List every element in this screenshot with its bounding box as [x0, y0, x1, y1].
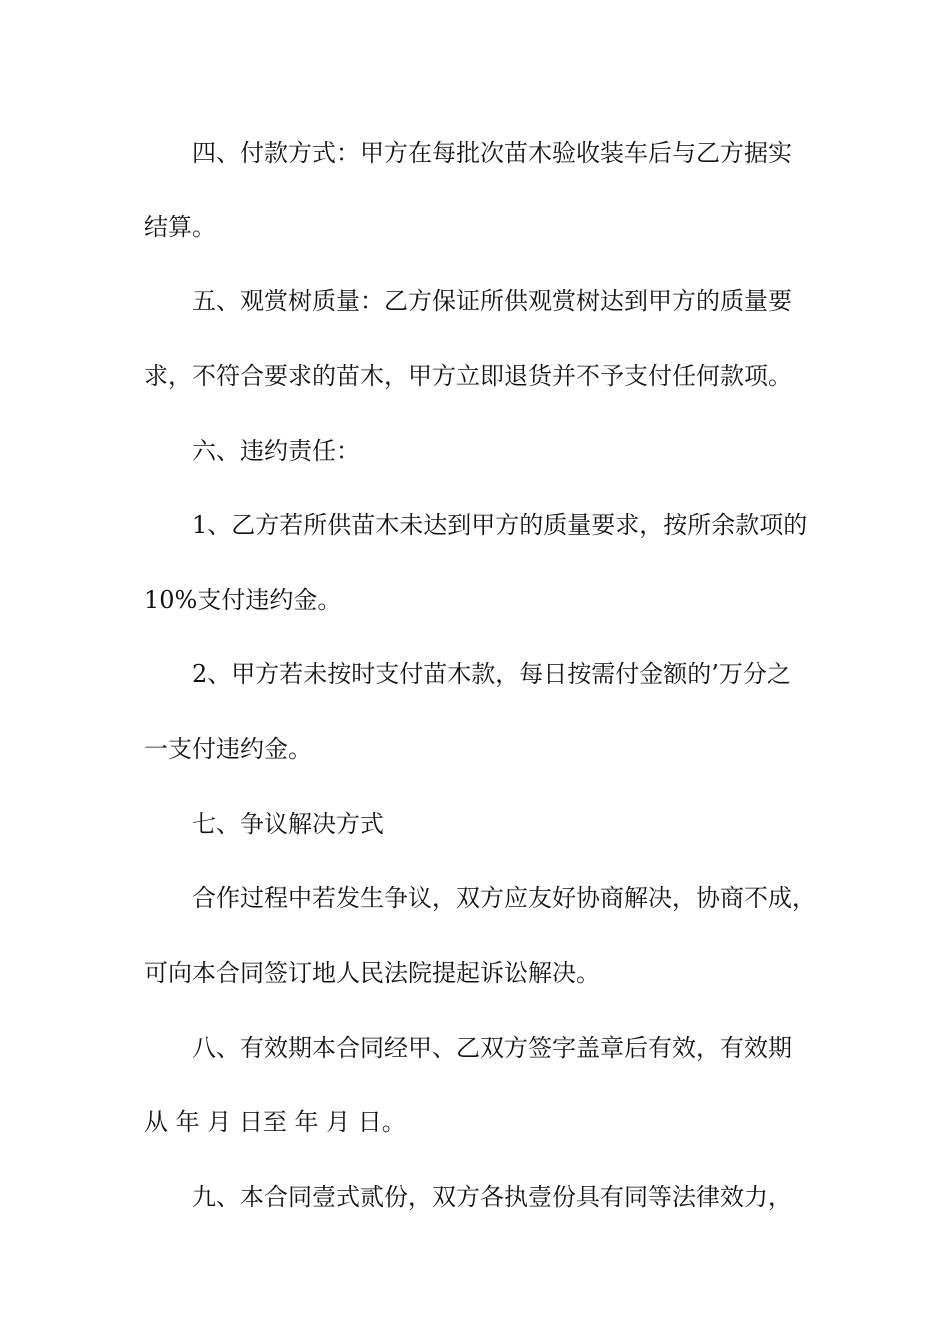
- clause-9-copies-line-1: 九、本合同壹式贰份，双方各执壹份具有同等法律效力，: [192, 1183, 792, 1211]
- clause-4-payment-line-1: 四、付款方式：甲方在每批次苗木验收装车后与乙方据实: [192, 139, 792, 167]
- clause-6-heading: 六、违约责任：: [192, 437, 360, 465]
- clause-5-quality-line-2: 求，不符合要求的苗木，甲方立即退货并不予支付任何款项。: [144, 362, 792, 390]
- clause-7-body-line-1: 合作过程中若发生争议，双方应友好协商解决，协商不成，: [192, 884, 816, 912]
- clause-5-quality-line-1: 五、观赏树质量：乙方保证所供观赏树达到甲方的质量要: [192, 287, 792, 315]
- clause-7-heading: 七、争议解决方式: [192, 810, 384, 838]
- clause-8-validity-line-1: 八、有效期本合同经甲、乙双方签字盖章后有效，有效期: [192, 1034, 792, 1062]
- clause-7-body-line-2: 可向本合同签订地人民法院提起诉讼解决。: [144, 959, 600, 987]
- clause-4-payment-line-2: 结算。: [144, 213, 216, 241]
- clause-6-item-2-line-1: 2、甲方若未按时支付苗木款，每日按需付金额的’万分之: [192, 660, 791, 688]
- clause-6-item-2-line-2: 一支付违约金。: [144, 735, 312, 763]
- clause-6-item-1-line-2: 10%支付违约金。: [144, 586, 342, 614]
- clause-6-item-1-line-1: 1、乙方若所供苗木未达到甲方的质量要求，按所余款项的: [192, 511, 808, 539]
- clause-8-validity-line-2: 从 年 月 日至 年 月 日。: [144, 1108, 406, 1136]
